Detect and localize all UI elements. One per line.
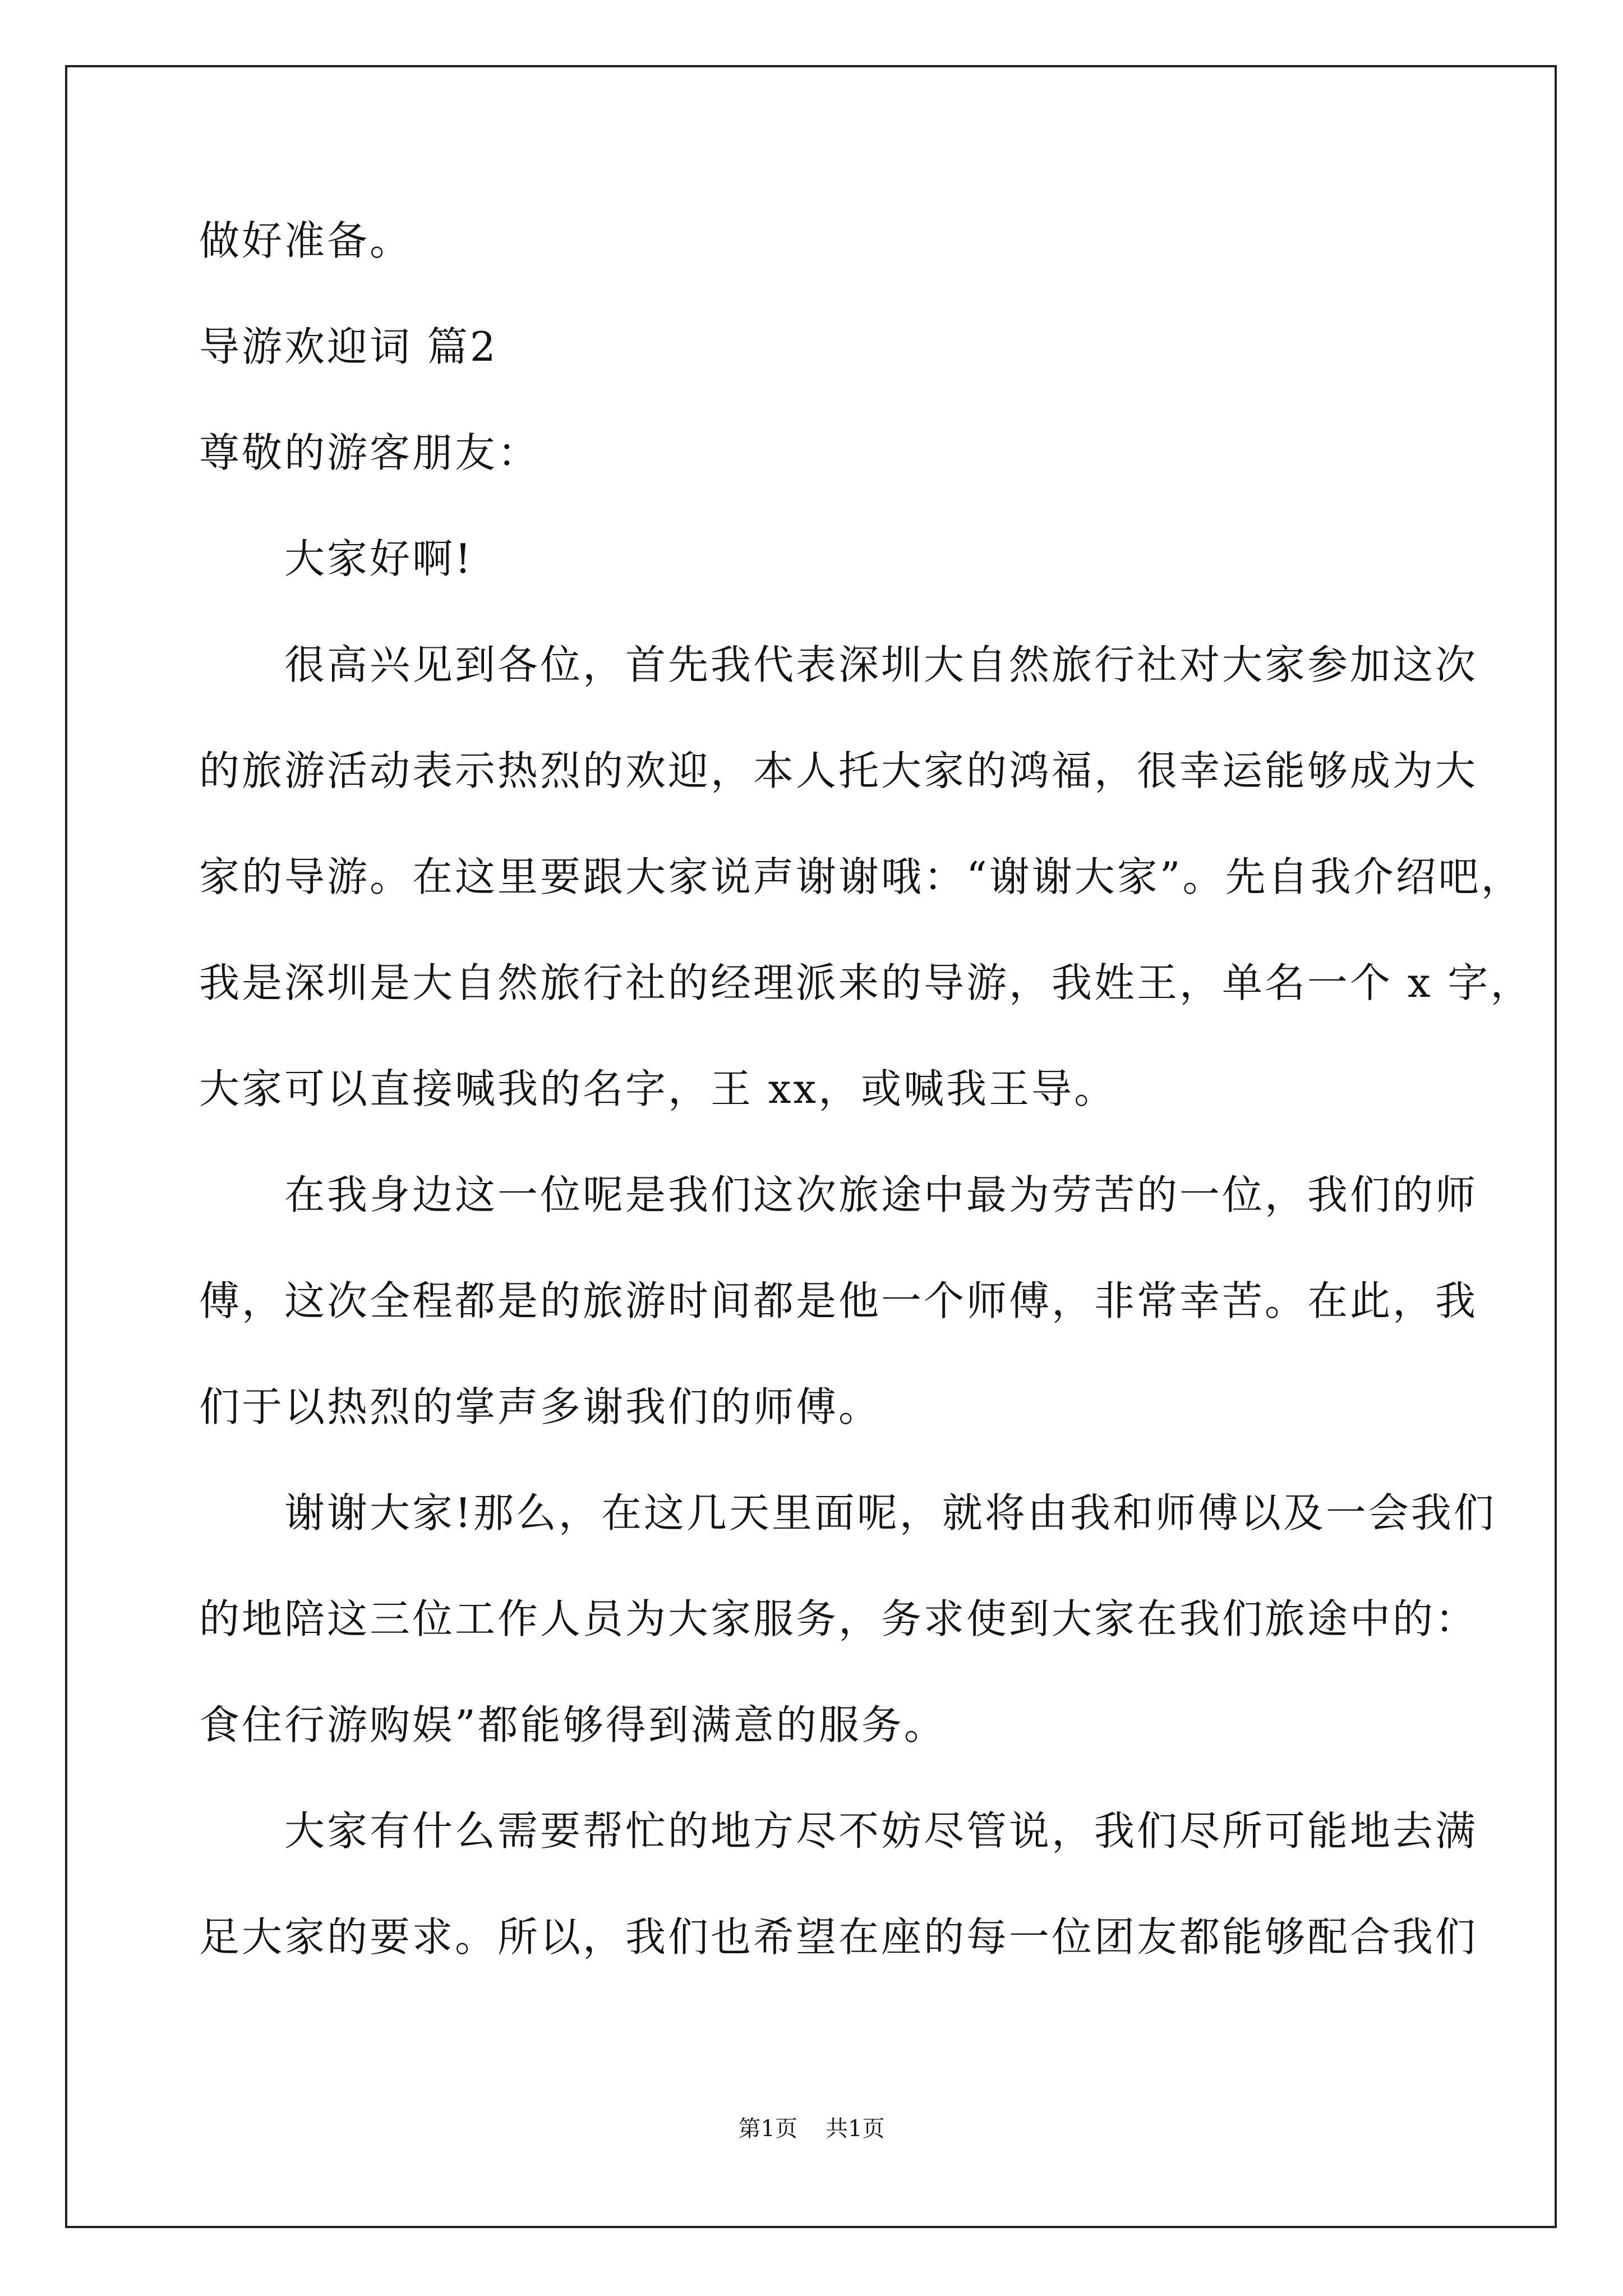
text-line: 大家好啊! — [199, 535, 473, 582]
text-line: 大家可以直接喊我的名字，王 xx，或喊我王导。 — [199, 1065, 1117, 1112]
text-line: 足大家的要求。所以，我们也希望在座的每一位团友都能够配合我们 — [199, 1913, 1478, 1961]
text-line: 很高兴见到各位，首先我代表深圳大自然旅行社对大家参加这次 — [199, 641, 1478, 688]
text-line: 在我身边这一位呢是我们这次旅途中最为劳苦的一位，我们的师 — [199, 1171, 1478, 1218]
text-line: 我是深圳是大自然旅行社的经理派来的导游，我姓王，单名一个 x 字， — [199, 959, 1533, 1006]
page-footer — [0, 2115, 1623, 2143]
text-line: 家的导游。在这里要跟大家说声谢谢哦：“谢谢大家”。先自我介绍吧， — [199, 853, 1524, 900]
text-line: 的地陪这三位工作人员为大家服务，务求使到大家在我们旅途中的： — [199, 1595, 1478, 1642]
text-line: 的旅游活动表示热烈的欢迎，本人托大家的鸿福，很幸运能够成为大 — [199, 747, 1478, 794]
page-number: 第1页 — [738, 2116, 797, 2142]
salutation: 尊敬的游客朋友： — [199, 429, 541, 476]
section-heading: 导游欢迎词 篇2 — [199, 323, 498, 370]
text-line: 们于以热烈的掌声多谢我们的师傅。 — [199, 1383, 882, 1430]
page-total: 共1页 — [826, 2116, 885, 2142]
text-line: 做好准备。 — [199, 217, 413, 264]
text-line: 食住行游购娱”都能够得到满意的服务。 — [199, 1701, 947, 1749]
text-line: 傅，这次全程都是的旅游时间都是他一个师傅，非常幸苦。在此，我 — [199, 1277, 1478, 1324]
text-line: 谢谢大家!那么，在这几天里面呢，就将由我和师傅以及一会我们 — [199, 1489, 1496, 1536]
document-body — [199, 216, 1533, 1962]
text-line: 大家有什么需要帮忙的地方尽不妨尽管说，我们尽所可能地去满 — [199, 1807, 1478, 1855]
